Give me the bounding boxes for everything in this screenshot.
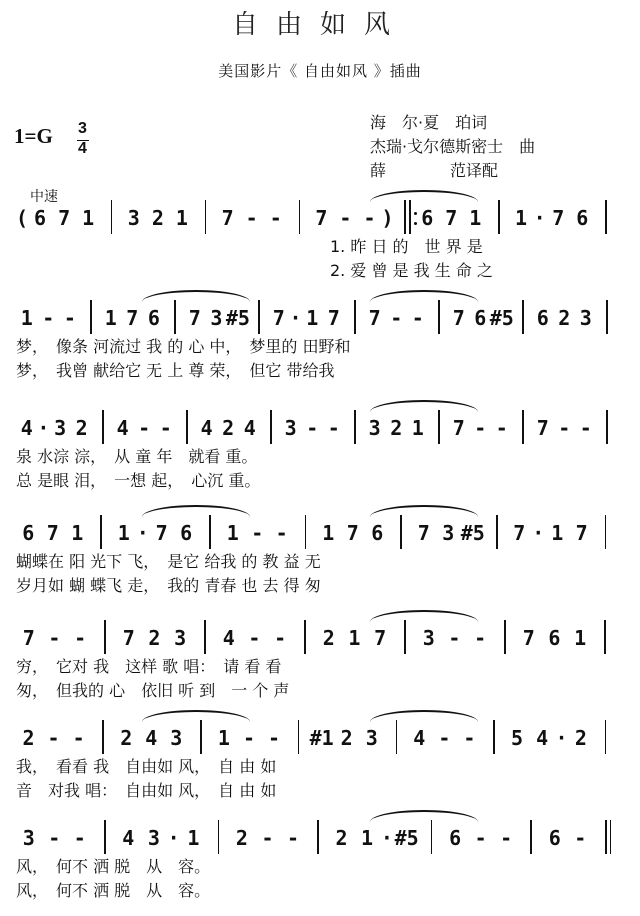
note: 7 [445, 206, 458, 230]
note: 1 [217, 726, 230, 750]
barline [496, 515, 498, 549]
dash: - [500, 826, 513, 850]
dash: - [306, 416, 319, 440]
dash: - [242, 726, 256, 750]
note: 6 [34, 206, 47, 230]
tempo-marking: 中速 [30, 189, 58, 205]
note: 3 [174, 626, 187, 650]
dash: - [73, 826, 86, 850]
note: 6 [180, 521, 193, 545]
melody-line [10, 300, 620, 336]
barline [317, 820, 319, 854]
song-title: 自由如风 [231, 10, 408, 40]
dash: - [268, 726, 281, 750]
note: 1 [361, 826, 374, 850]
lyrics-verse-1: 我， 看看 我 自由如 风， 自 由 如 [16, 757, 277, 776]
barline [438, 300, 440, 334]
barline [404, 620, 406, 654]
lyrics-verse-2: 岁月如 蝴 蝶飞 走， 我的 青春 也 去 得 匆 [16, 576, 321, 595]
note: 4 [20, 416, 33, 440]
barline [400, 515, 402, 549]
note: 7 [552, 206, 565, 230]
dash: - [474, 416, 487, 440]
dash: - [72, 726, 85, 750]
dot: · [136, 521, 149, 545]
note: 4 [222, 626, 235, 650]
dash: - [495, 416, 508, 440]
repeat-barline [605, 820, 607, 854]
dot: · [533, 206, 546, 230]
dash: - [42, 306, 55, 330]
lyrics-verse-1: 泉 水淙 淙， 从 童 年 就看 重。 [16, 447, 258, 466]
note: 7 [155, 521, 168, 545]
note: 1 [20, 306, 33, 330]
note: 7 [417, 521, 430, 545]
melody-line [10, 200, 620, 236]
note: 3 [54, 416, 67, 440]
repeat-dot [414, 222, 417, 225]
note: 4 [122, 826, 135, 850]
note: 2 [558, 306, 571, 330]
barline [298, 720, 300, 754]
note: 2 [151, 206, 164, 230]
note: 2 [75, 416, 88, 440]
lyrics-verse-1: 梦， 像条 河流过 我 的 心 中， 梦里的 田野和 [16, 337, 351, 356]
barline [270, 410, 272, 444]
barline [258, 300, 260, 334]
note: 6 [576, 206, 589, 230]
barline [606, 410, 608, 444]
lyrics-verse-2: 匆， 但我的 心 依旧 听 到 一 个 声 [16, 681, 290, 700]
dash: - [274, 626, 287, 650]
lyrics-verse-2: 总 是眼 泪， 一想 起， 心沉 重。 [16, 471, 261, 490]
slur [370, 290, 478, 302]
dash: - [245, 206, 258, 230]
note: 7 [221, 206, 234, 230]
note: 6 [548, 826, 561, 850]
note: 3 [579, 306, 592, 330]
note: 2 [335, 826, 348, 850]
note: 2 [574, 726, 587, 750]
note: 4 [145, 726, 158, 750]
dash: - [438, 726, 451, 750]
note: 7 [452, 416, 465, 440]
note: 6 [548, 626, 561, 650]
note: 7 [513, 521, 526, 545]
note: 3 [368, 416, 381, 440]
dash: - [339, 206, 352, 230]
dot: · [289, 306, 302, 330]
note: 7 [368, 306, 381, 330]
lyrics-verse-2: 音 对我 唱： 自由如 风， 自 由 如 [16, 781, 277, 800]
dash: - [363, 206, 376, 230]
dash: - [251, 521, 264, 545]
note: 7 [46, 521, 59, 545]
barline [304, 620, 306, 654]
note: 6 [474, 306, 487, 330]
note: 1 [306, 306, 319, 330]
note: 2 [120, 726, 133, 750]
note: 7 [374, 626, 387, 650]
note: #5 [489, 306, 514, 330]
note: 3 [127, 206, 140, 230]
barline [104, 620, 106, 654]
parenthesis: ) [381, 206, 394, 230]
note: 1 [348, 626, 361, 650]
dot: · [167, 826, 180, 850]
slur [142, 505, 250, 517]
dash: - [159, 416, 172, 440]
barline [111, 200, 113, 234]
barline [522, 300, 524, 334]
slur [370, 400, 478, 412]
time-signature-numerator: 3 [78, 120, 87, 137]
barline [200, 720, 202, 754]
note: 6 [421, 206, 434, 230]
dash: - [448, 626, 461, 650]
barline [305, 515, 307, 549]
barline [604, 620, 606, 654]
barline [102, 410, 104, 444]
dash: - [474, 626, 487, 650]
note: 1 [226, 521, 239, 545]
dash: - [63, 306, 76, 330]
barline [504, 620, 506, 654]
note: 1 [551, 521, 564, 545]
note: 7 [22, 626, 35, 650]
slur [142, 290, 250, 302]
dash: - [474, 826, 487, 850]
melody-line [10, 820, 620, 856]
dash: - [269, 206, 282, 230]
note: 4 [200, 416, 213, 440]
note: 1 [71, 521, 84, 545]
note: 3 [442, 521, 455, 545]
note: 1 [469, 206, 482, 230]
note: #5 [394, 826, 419, 850]
dash: - [411, 306, 424, 330]
barline [409, 200, 411, 234]
lyrics-verse-2: 梦， 我曾 献给它 无 上 尊 荣， 但它 带给我 [16, 361, 335, 380]
barline [299, 200, 301, 234]
barline [530, 820, 532, 854]
note: #1 [309, 726, 334, 750]
note: 7 [122, 626, 135, 650]
note: 2 [340, 726, 353, 750]
dash: - [390, 306, 403, 330]
barline [354, 410, 356, 444]
note: #5 [460, 521, 485, 545]
barline [205, 200, 207, 234]
note: 7 [327, 306, 340, 330]
note: 3 [22, 826, 35, 850]
parenthesis: ( [15, 206, 29, 230]
note: 7 [575, 521, 588, 545]
song-subtitle: 美国影片《 自由如风 》插曲 [218, 62, 422, 80]
dash: - [463, 726, 476, 750]
note: 7 [536, 416, 549, 440]
slur [370, 710, 478, 722]
note: 7 [58, 206, 71, 230]
time-signature-denominator: 4 [78, 140, 87, 157]
barline [100, 515, 102, 549]
note: 7 [452, 306, 465, 330]
credit-translator: 薛 范译配 [370, 161, 499, 180]
dot: · [555, 726, 568, 750]
barline [218, 820, 220, 854]
note: 7 [126, 306, 139, 330]
note: 6 [147, 306, 160, 330]
dash: - [138, 416, 151, 440]
dot: · [532, 521, 545, 545]
note: 3 [365, 726, 378, 750]
credit-lyricist: 海 尔·夏 珀词 [370, 113, 488, 132]
dot: · [37, 416, 50, 440]
lyrics-verse-2: 风， 何不 洒 脱 从 容。 [16, 881, 211, 900]
note: 3 [170, 726, 183, 750]
lyrics-verse-1: 风， 何不 洒 脱 从 容。 [16, 857, 211, 876]
dash: - [275, 521, 288, 545]
note: 1 [82, 206, 95, 230]
dash: - [558, 416, 571, 440]
barline [493, 720, 495, 754]
barline [605, 515, 607, 549]
dash: - [47, 726, 60, 750]
slur [370, 505, 478, 517]
slur [370, 610, 478, 622]
note: 1 [411, 416, 424, 440]
key-signature: 1=G [14, 124, 53, 148]
note: 3 [284, 416, 297, 440]
barline [104, 820, 106, 854]
dash: - [74, 626, 87, 650]
lyrics-verse-2: 2. 爱 曾 是 我 生 命 之 [330, 261, 493, 280]
note: 2 [22, 726, 35, 750]
note: 2 [322, 626, 335, 650]
barline [605, 200, 607, 234]
melody-line [10, 515, 620, 551]
note: 2 [222, 416, 235, 440]
lyrics-verse-1: 1. 昨 日 的 世 界 是 [330, 237, 483, 256]
slur [370, 190, 478, 202]
note: 4 [243, 416, 256, 440]
melody-line [10, 410, 620, 446]
barline [605, 720, 607, 754]
barline [209, 515, 211, 549]
note: 3 [210, 306, 223, 330]
note: 2 [390, 416, 403, 440]
dash: - [574, 826, 587, 850]
barline [186, 410, 188, 444]
lyrics-verse-1: 穷， 它对 我 这样 歌 唱： 请 看 看 [16, 657, 282, 676]
slur [370, 810, 478, 822]
note: 7 [272, 306, 285, 330]
barline [438, 410, 440, 444]
dash: - [579, 416, 592, 440]
note: 7 [522, 626, 535, 650]
note: 7 [346, 521, 359, 545]
barline [498, 200, 500, 234]
note: 6 [371, 521, 384, 545]
note: 4 [413, 726, 426, 750]
barline [431, 820, 433, 854]
barline [522, 410, 524, 444]
note: 3 [422, 626, 435, 650]
barline [354, 300, 356, 334]
note: 6 [536, 306, 549, 330]
melody-line [10, 620, 620, 656]
melody-line [10, 720, 620, 756]
dash: - [327, 416, 340, 440]
note: 6 [22, 521, 35, 545]
slur [142, 710, 250, 722]
note: 4 [536, 726, 549, 750]
note: 4 [116, 416, 129, 440]
repeat-barline [404, 200, 406, 234]
barline [90, 300, 92, 334]
note: 2 [235, 826, 248, 850]
dash: - [286, 826, 300, 850]
dot: · [380, 826, 393, 850]
note: 5 [511, 726, 524, 750]
dash: - [48, 626, 61, 650]
credit-composer: 杰瑞·戈尔德斯密士 曲 [370, 137, 536, 156]
note: 1 [175, 206, 188, 230]
note: 1 [322, 521, 335, 545]
note: 1 [117, 521, 130, 545]
note: 1 [187, 826, 200, 850]
note: #5 [225, 306, 250, 330]
note: 3 [147, 826, 160, 850]
dash: - [248, 626, 261, 650]
note: 7 [188, 306, 201, 330]
barline [396, 720, 398, 754]
barline [174, 300, 176, 334]
note: 7 [315, 206, 328, 230]
note: 1 [574, 626, 587, 650]
lyrics-verse-1: 蝴蝶在 阳 光下 飞， 是它 给我 的 教 益 无 [16, 552, 321, 571]
dash: - [261, 826, 274, 850]
barline [204, 620, 206, 654]
note: 1 [104, 306, 117, 330]
note: 2 [148, 626, 161, 650]
dash: - [48, 826, 61, 850]
note: 1 [514, 206, 528, 230]
barline [102, 720, 104, 754]
note: 6 [449, 826, 462, 850]
barline [606, 300, 608, 334]
barline [610, 820, 612, 854]
repeat-dot [414, 212, 417, 215]
